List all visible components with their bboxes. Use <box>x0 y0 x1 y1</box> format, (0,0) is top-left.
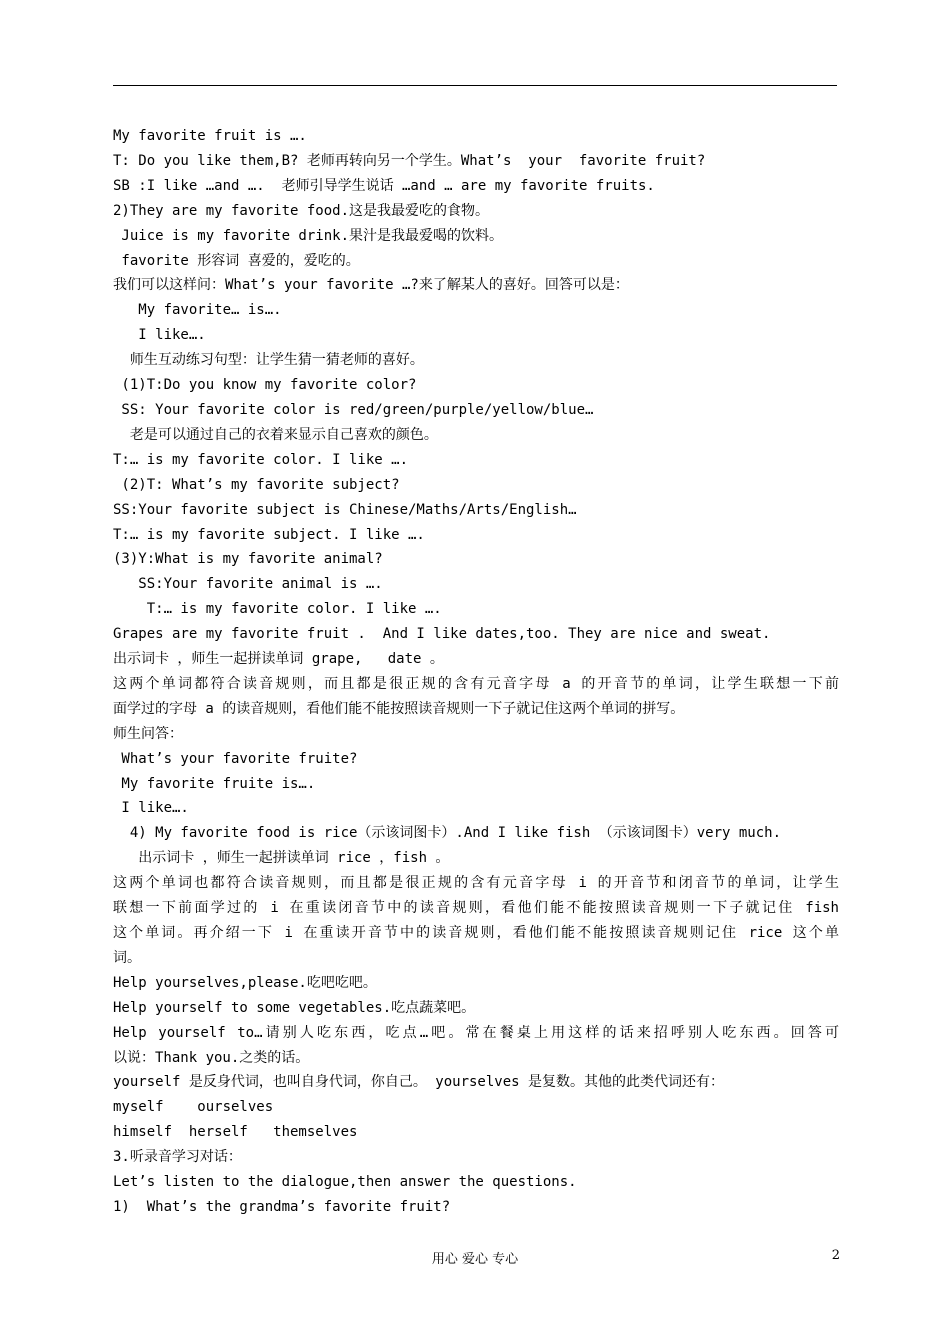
text-line: Grapes are my favorite fruit . And I like dates,too. They are nice and sweat. <box>113 626 771 643</box>
text-line: 词。 <box>113 949 141 966</box>
text-line: My favorite… is…. <box>113 302 282 319</box>
text-line: 4) My favorite food is rice（示该词图卡）.And I like fish （示该词图卡）very much. <box>113 825 782 842</box>
page-number: 2 <box>831 1248 840 1263</box>
text-line: 我们可以这样问：What’s your favorite …?来了解某人的喜好。回答可以是： <box>113 277 629 294</box>
text-line: 3.听录音学习对话： <box>113 1149 242 1166</box>
text-line: Help yourselves,please.吃吧吃吧。 <box>113 974 377 991</box>
text-line: 这两个单词也都符合读音规则，而且都是很正规的含有元音字母 i 的开音节和闭音节的单词，让学生 <box>113 875 839 892</box>
text-line: I like…. <box>113 327 206 344</box>
text-line: 出示词卡 ，师生一起拼读单词 rice ，fish 。 <box>113 850 450 867</box>
text-line: favorite 形容词 喜爱的，爱吃的。 <box>113 252 360 269</box>
text-line: SB :I like …and …. 老师引导学生说话 …and … are my favorite fruits. <box>113 177 655 194</box>
text-line: T:… is my favorite color. I like …. <box>113 451 409 468</box>
text-line: 面学过的字母 a 的读音规则，看他们能不能按照读音规则一下子就记住这两个单词的拼写。 <box>113 700 685 717</box>
header-rule <box>113 85 837 86</box>
page-footer <box>0 1248 950 1268</box>
text-line: I like…. <box>113 800 189 817</box>
text-line: What’s your favorite fruite? <box>113 750 358 767</box>
text-line: Let’s listen to the dialogue,then answer the questions. <box>113 1174 577 1191</box>
text-line: (2)T: What’s my favorite subject? <box>113 476 400 493</box>
text-line: 这两个单词都符合读音规则，而且都是很正规的含有元音字母 a 的开音节的单词，让学生联想一下前 <box>113 675 839 692</box>
text-line: 师生互动练习句型：让学生猜一猜老师的喜好。 <box>113 352 424 369</box>
text-line: (3)Y:What is my favorite animal? <box>113 551 383 568</box>
text-line: SS:Your favorite animal is …. <box>113 576 383 593</box>
text-line: T:… is my favorite color. I like …. <box>113 601 442 618</box>
text-line: T: Do you like them,B? 老师再转向另一个学生。What’s your favorite fruit? <box>113 152 706 169</box>
text-line: 联想一下前面学过的 i 在重读闭音节中的读音规则，看他们能不能按照读音规则一下子就记住 fish <box>113 900 839 917</box>
text-line: SS: Your favorite color is red/green/purple/yellow/blue… <box>113 401 594 418</box>
text-line: T:… is my favorite subject. I like …. <box>113 526 425 543</box>
text-line: Help yourself to some vegetables.吃点蔬菜吧。 <box>113 999 476 1016</box>
text-line: 这个单词。再介绍一下 i 在重读开音节中的读音规则，看他们能不能按照读音规则记住 rice 这个单 <box>113 925 839 941</box>
text-line: 老是可以通过自己的衣着来显示自己喜欢的颜色。 <box>113 426 438 443</box>
text-line: 1) What’s the grandma’s favorite fruit? <box>113 1198 451 1215</box>
text-line: Help yourself to…请别人吃东西，吃点…吧。常在餐桌上用这样的话来招呼别人吃东西。回答可 <box>113 1024 839 1041</box>
text-line: yourself 是反身代词，也叫自身代词，你自己。 yourselves 是复数。其他的此类代词还有： <box>113 1074 725 1091</box>
text-line: (1)T:Do you know my favorite color? <box>113 377 417 394</box>
text-line: 以说：Thank you.之类的话。 <box>113 1049 310 1066</box>
text-line: Juice is my favorite drink.果汁是我最爱喝的饮料。 <box>113 227 504 244</box>
text-line: My favorite fruit is …. <box>113 128 307 144</box>
text-line: himself herself themselves <box>113 1124 358 1141</box>
footer-motto: 用心 爱心 专心 <box>431 1252 519 1267</box>
text-line: SS:Your favorite subject is Chinese/Maths/Arts/English… <box>113 501 577 518</box>
text-line: 出示词卡 ，师生一起拼读单词 grape, date 。 <box>113 651 444 668</box>
document-body <box>113 124 839 1220</box>
text-line: myself ourselves <box>113 1099 274 1116</box>
text-line: 师生问答： <box>113 725 183 742</box>
text-line: My favorite fruite is…. <box>113 775 316 792</box>
text-line: 2)They are my favorite food.这是我最爱吃的食物。 <box>113 202 490 219</box>
